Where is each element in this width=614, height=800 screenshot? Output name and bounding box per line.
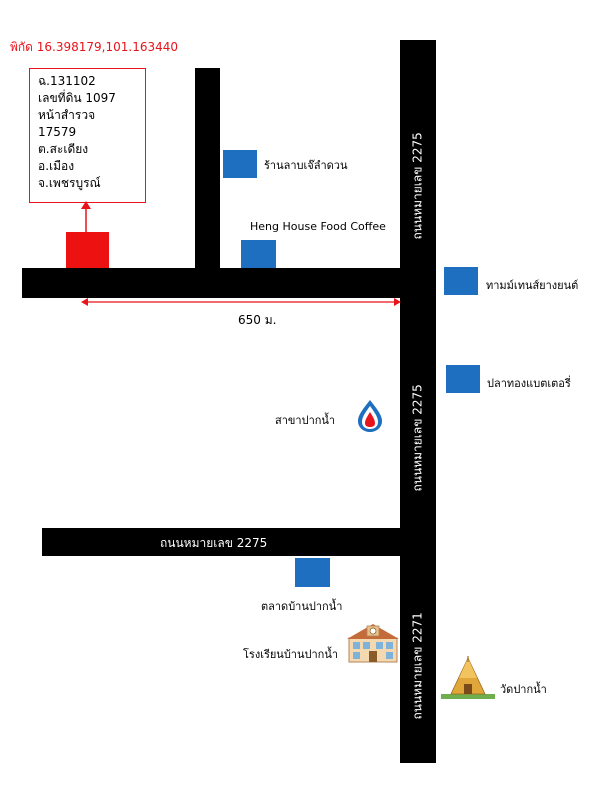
- distance-arrow-icon: [80, 295, 402, 309]
- temple-icon: [441, 656, 495, 700]
- temple-label: วัดปากน้ำ: [500, 683, 547, 696]
- distance-label: 650 ม.: [238, 313, 277, 327]
- larb-shop-marker: [223, 150, 257, 178]
- coordinates-text: พิกัด 16.398179,101.163440: [10, 40, 179, 54]
- market-marker: [295, 558, 330, 587]
- info-line: อ.เมือง: [38, 159, 75, 173]
- ptt-logo-icon: [355, 399, 385, 433]
- heng-house-label: Heng House Food Coffee: [250, 220, 386, 233]
- info-line: เลขที่ดิน 1097: [38, 91, 116, 105]
- land-info-box: [29, 68, 146, 203]
- info-line: ฉ.131102: [38, 74, 96, 88]
- battery-shop-marker: [446, 365, 480, 393]
- info-line: หน้าสำรวจ: [38, 108, 96, 122]
- battery-shop-label: ปลาทองแบตเตอรี่: [487, 377, 571, 390]
- pointer-arrow-icon: [78, 200, 94, 236]
- info-line: จ.เพชรบูรณ์: [38, 176, 101, 190]
- ptt-station-label: สาขาปากน้ำ: [275, 414, 336, 427]
- tire-shop-label: ทามม์เทนส์ยางยนต์: [486, 279, 579, 292]
- heng-house-marker: [241, 240, 276, 268]
- school-building-icon: [347, 620, 399, 664]
- road-top-horizontal: [22, 268, 436, 298]
- info-line: ต.สะเดียง: [38, 142, 89, 156]
- tire-shop-marker: [444, 267, 478, 295]
- larb-shop-label: ร้านลาบเจ๊ลำดวน: [264, 159, 348, 172]
- info-line: 17579: [38, 125, 77, 139]
- property-location-marker: [66, 232, 109, 268]
- road-side-vertical: [195, 68, 220, 272]
- road-label-2275-lower: ถนนหมายเลข 2275: [160, 536, 268, 550]
- market-label: ตลาดบ้านปากน้ำ: [261, 600, 343, 613]
- road-label-2275-middle: ถนนหมายเลข 2275: [410, 384, 425, 492]
- road-label-2271: ถนนหมายเลข 2271: [410, 612, 425, 720]
- road-label-2275-upper: ถนนหมายเลข 2275: [410, 132, 425, 240]
- school-label: โรงเรียนบ้านปากน้ำ: [243, 648, 339, 661]
